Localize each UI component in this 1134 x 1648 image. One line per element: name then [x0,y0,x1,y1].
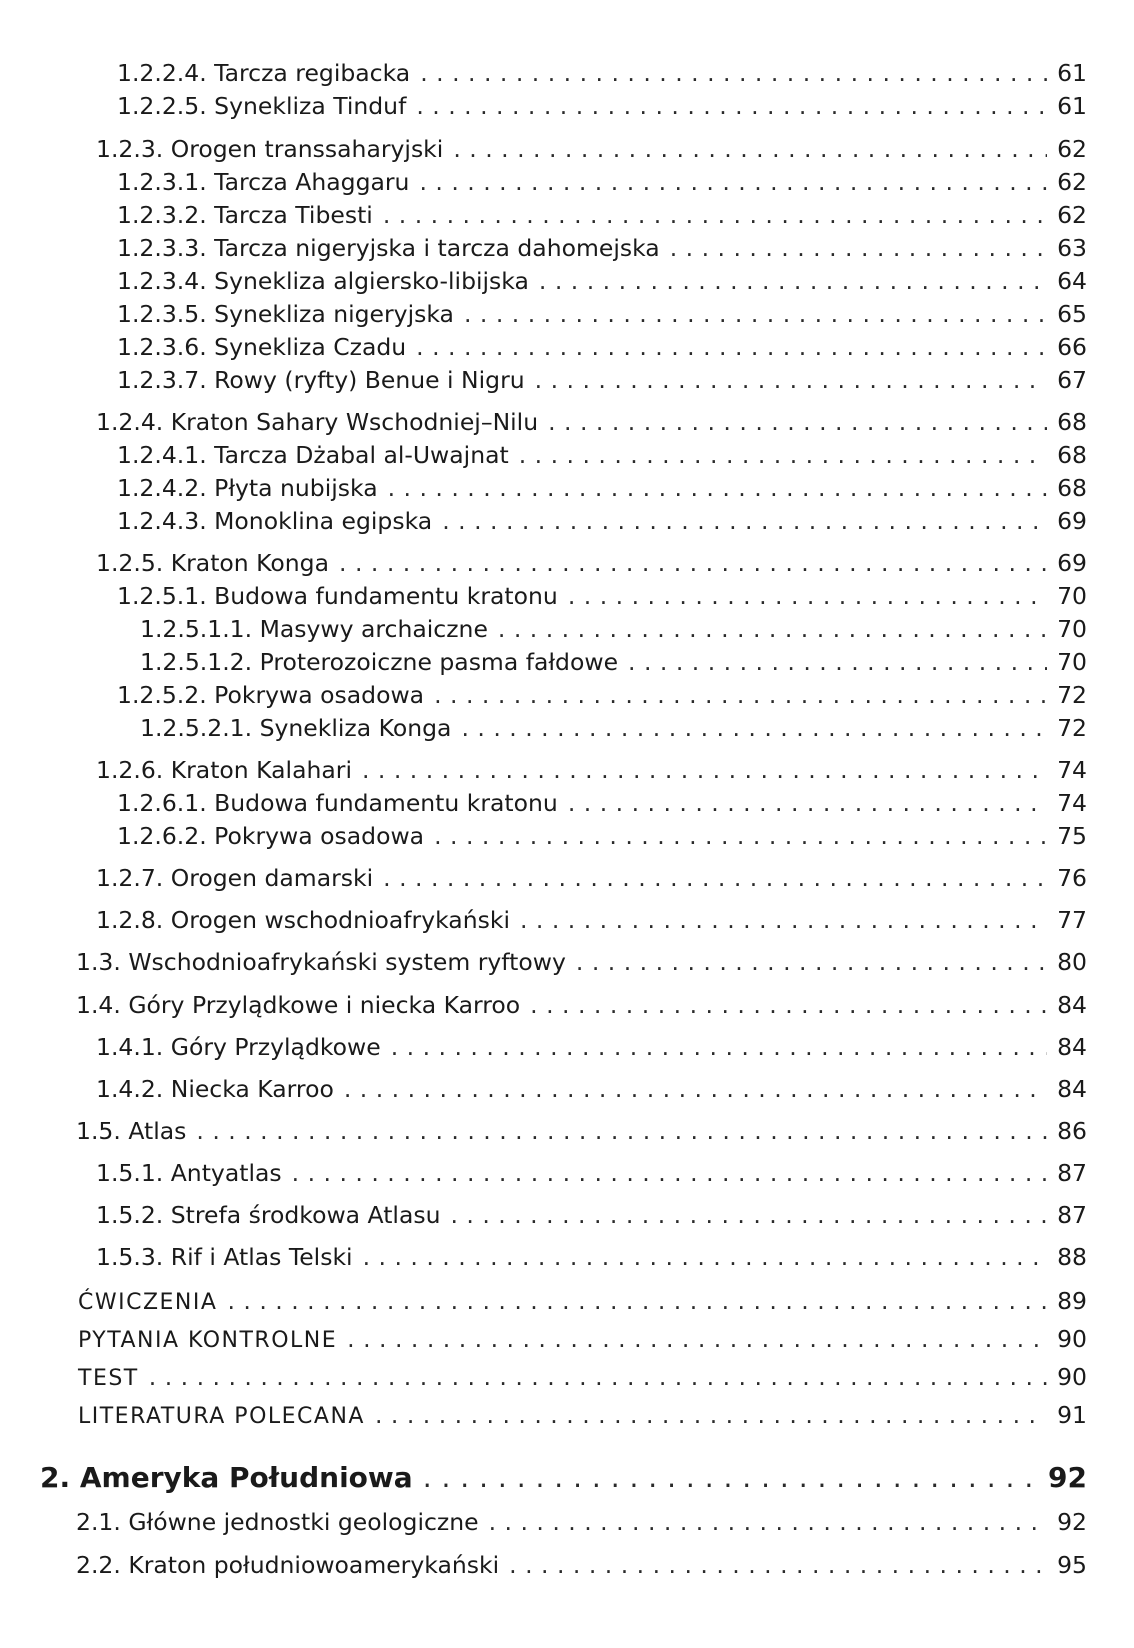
dot-leader [363,1246,1047,1270]
toc-entry [117,789,1087,817]
toc-page-number: 91 [1057,1401,1087,1429]
toc-entry [117,366,1087,394]
toc-entry [117,92,1087,120]
toc-entry-title: 1.4. Góry Przylądkowe i niecka Karroo [76,991,521,1019]
toc-page-number: 62 [1057,201,1087,229]
toc-entry-title: 1.2.7. Orogen damarski [96,864,374,892]
toc-entry-title: 1.4.2. Niecka Karroo [96,1075,334,1103]
toc-page-number: 61 [1057,92,1087,120]
toc-entry [117,681,1087,709]
toc-entry [140,714,1087,742]
dot-leader [383,204,1047,228]
toc-entry [76,1508,1087,1536]
dot-leader [344,1078,1047,1102]
dot-leader [196,1120,1047,1144]
toc-page-number: 80 [1057,948,1087,976]
toc-entry [117,234,1087,262]
toc-page-number: 89 [1057,1287,1087,1315]
toc-entry [96,756,1087,784]
toc-entry-title: 1.2.4. Kraton Sahary Wschodniej–Nilu [96,408,539,436]
toc-entry-title: 1.2.3.4. Synekliza algiersko-libijska [117,267,529,295]
dot-leader [362,759,1047,783]
toc-page-number: 61 [1057,59,1087,87]
toc-entry [78,1363,1087,1391]
toc-entry-title: 1.5. Atlas [76,1117,187,1145]
dot-leader [535,369,1047,393]
dot-leader [519,444,1047,468]
toc-page-number: 75 [1057,822,1087,850]
toc-page-number: 72 [1057,681,1087,709]
toc-entry-title: 1.2.6. Kraton Kalahari [96,756,352,784]
toc-page-number: 76 [1057,864,1087,892]
dot-leader [416,336,1047,360]
dot-leader [548,411,1047,435]
toc-page-number: 69 [1057,507,1087,535]
toc-entry-title: 1.2.5. Kraton Konga [96,549,329,577]
toc-page-number: 69 [1057,549,1087,577]
toc-page-number: 74 [1057,789,1087,817]
toc-entry [96,549,1087,577]
toc-entry-title: 1.5.1. Antyatlas [96,1159,282,1187]
toc-entry [96,864,1087,892]
toc-entry [117,582,1087,610]
toc-entry [140,615,1087,643]
toc-entry [76,1117,1087,1145]
toc-entry [96,1159,1087,1187]
toc-page-number: 72 [1057,714,1087,742]
toc-entry-title: 1.2.8. Orogen wschodnioafrykański [96,906,510,934]
toc-entry-title: 1.3. Wschodnioafrykański system ryftowy [76,948,566,976]
dot-leader [388,477,1047,501]
toc-entry [76,1551,1087,1579]
dot-leader [520,909,1047,933]
toc-entry-title: 1.2.3.5. Synekliza nigeryjska [117,300,454,328]
toc-page-number: 70 [1057,648,1087,676]
toc-entry [96,1201,1087,1229]
toc-page-number: 62 [1057,168,1087,196]
toc-entry [117,507,1087,535]
dot-leader [419,171,1047,195]
dot-leader [464,303,1047,327]
dot-leader [628,651,1047,675]
toc-entry-title: 2.2. Kraton południowoamerykański [76,1551,500,1579]
toc-page-number: 70 [1057,582,1087,610]
toc-entry-title: 2. Ameryka Południowa [40,1461,413,1494]
toc-page-number: 90 [1057,1325,1087,1353]
dot-leader [670,237,1047,261]
dot-leader [423,1464,1040,1492]
toc-entry [96,1075,1087,1103]
toc-entry-title: 1.2.2.4. Tarcza regibacka [117,59,411,87]
toc-entry-title: 1.4.1. Góry Przylądkowe [96,1033,381,1061]
toc-entry-title: 1.2.5.1.1. Masywy archaiczne [140,615,488,643]
dot-leader [434,825,1047,849]
toc-entry [96,1033,1087,1061]
dot-leader [509,1554,1047,1578]
toc-entry [78,1401,1087,1429]
dot-leader [339,552,1047,576]
toc-entry-title: 1.2.5.1. Budowa fundamentu kratonu [117,582,558,610]
toc-page-number: 66 [1057,333,1087,361]
toc-entry [96,135,1087,163]
dot-leader [576,951,1047,975]
toc-entry [117,822,1087,850]
toc-page-number: 65 [1057,300,1087,328]
toc-page-number: 87 [1057,1159,1087,1187]
toc-page-number: 88 [1057,1243,1087,1271]
toc-entry-title: 1.2.2.5. Synekliza Tinduf [117,92,407,120]
toc-page-number: 84 [1057,991,1087,1019]
toc-chapter-entry [40,1461,1087,1494]
toc-page-number: 84 [1057,1033,1087,1061]
dot-leader [453,138,1047,162]
toc-entry-title: LITERATURA POLECANA [78,1404,365,1429]
toc-entry [117,300,1087,328]
toc-entry [117,201,1087,229]
dot-leader [227,1290,1047,1314]
toc-entry-title: 1.2.3.1. Tarcza Ahaggaru [117,168,410,196]
toc-page-number: 86 [1057,1117,1087,1145]
toc-entry-title: 1.2.3.6. Synekliza Czadu [117,333,407,361]
toc-entry-title: 1.2.3. Orogen transsaharyjski [96,135,444,163]
toc-page-number: 92 [1057,1508,1087,1536]
toc-page-number: 63 [1057,234,1087,262]
toc-page-number: 77 [1057,906,1087,934]
toc-page-number: 70 [1057,615,1087,643]
dot-leader [347,1328,1047,1352]
toc-entry [76,948,1087,976]
dot-leader [434,684,1047,708]
toc-entry-title: 1.2.3.7. Rowy (ryfty) Benue i Nigru [117,366,525,394]
toc-entry-title: 1.2.5.2. Pokrywa osadowa [117,681,425,709]
dot-leader [442,510,1047,534]
dot-leader [292,1162,1047,1186]
toc-page-number: 90 [1057,1363,1087,1391]
dot-leader [461,717,1047,741]
toc-entry-title: PYTANIA KONTROLNE [78,1328,338,1353]
toc-entry [76,991,1087,1019]
toc-page-number: 68 [1057,408,1087,436]
toc-entry-title: 1.2.6.1. Budowa fundamentu kratonu [117,789,558,817]
dot-leader [420,62,1047,86]
toc-page-number: 68 [1057,441,1087,469]
toc-entry [96,1243,1087,1271]
toc-entry-title: 1.2.5.1.2. Proterozoiczne pasma fałdowe [140,648,619,676]
dot-leader [375,1404,1047,1428]
toc-page-number: 64 [1057,267,1087,295]
toc-entry [117,267,1087,295]
toc-entry-title: 1.2.3.2. Tarcza Tibesti [117,201,373,229]
toc-entry [117,59,1087,87]
toc-entry [78,1287,1087,1315]
toc-entry [117,441,1087,469]
dot-leader [539,270,1047,294]
toc-entry [78,1325,1087,1353]
dot-leader [149,1366,1047,1390]
dot-leader [383,867,1047,891]
dot-leader [530,994,1047,1018]
toc-entry-title: 1.5.2. Strefa środkowa Atlasu [96,1201,441,1229]
toc-entry [117,474,1087,502]
dot-leader [391,1036,1047,1060]
toc-page-number: 92 [1048,1461,1087,1494]
toc-entry-title: 2.1. Główne jednostki geologiczne [76,1508,479,1536]
toc-entry-title: 1.2.5.2.1. Synekliza Konga [140,714,452,742]
toc-page-number: 62 [1057,135,1087,163]
toc-entry-title: 1.2.3.3. Tarcza nigeryjska i tarcza dahomejska [117,234,660,262]
toc-entry [117,168,1087,196]
toc-page-number: 74 [1057,756,1087,784]
toc-page-number: 67 [1057,366,1087,394]
toc-entry [140,648,1087,676]
dot-leader [568,792,1047,816]
toc-entry [117,333,1087,361]
toc-page-number: 68 [1057,474,1087,502]
toc-entry-title: 1.2.4.1. Tarcza Dżabal al-Uwajnat [117,441,509,469]
toc-entry [96,408,1087,436]
dot-leader [489,1511,1047,1535]
toc-entry-title: TEST [78,1366,139,1391]
toc-page-number: 87 [1057,1201,1087,1229]
toc-entry-title: 1.2.4.2. Płyta nubijska [117,474,378,502]
dot-leader [568,585,1047,609]
toc-entry-title: 1.2.4.3. Monoklina egipska [117,507,433,535]
dot-leader [498,618,1047,642]
toc-page-number: 95 [1057,1551,1087,1579]
toc-entry-title: ĆWICZENIA [78,1290,218,1315]
toc-entry-title: 1.5.3. Rif i Atlas Telski [96,1243,353,1271]
toc-entry-title: 1.2.6.2. Pokrywa osadowa [117,822,425,850]
dot-leader [450,1204,1047,1228]
toc-page-number: 84 [1057,1075,1087,1103]
dot-leader [416,95,1047,119]
toc-entry [96,906,1087,934]
